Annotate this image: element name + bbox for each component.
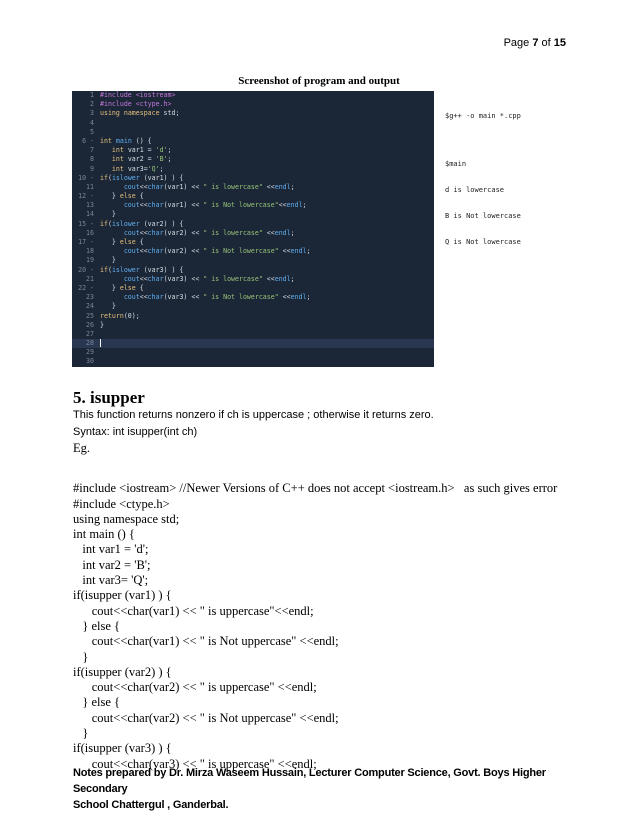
editor-line [72,165,434,174]
output-line: Q is Not lowercase [445,237,521,246]
code-text: int main () { [100,136,152,145]
code-text: int var1 = 'd'; [111,146,172,155]
footer-line: Notes prepared by Dr. Mirza Waseem Hussain, Lecturer Computer Science, Govt. Boys Higher Secondary [73,767,546,795]
editor-line [72,128,434,137]
program-line: } else { [73,695,121,710]
output-line: B is Not lowercase [445,211,521,220]
editor-line [72,229,434,238]
editor-line [72,312,434,321]
editor-line [72,284,434,293]
line-number: 1 [90,91,94,99]
output-command: $g++ -o main *.cpp [445,112,521,121]
page-number: Page 7 of 15 [503,37,566,49]
code-text: #include <ctype.h> [100,100,172,109]
footer-line: School Chattergul , Ganderbal. [73,799,229,811]
editor-line [72,302,434,311]
line-number: 19 [86,256,94,265]
editor-line [72,174,434,183]
line-number: 17 - [78,238,94,246]
editor-line [72,210,434,219]
text-cursor [100,339,101,347]
program-line: } else { [73,618,121,633]
section-title: 5. isupper [73,388,145,407]
editor-line [72,330,434,339]
editor-line [72,275,434,284]
program-line: using namespace std; [73,511,180,526]
line-number: 29 [86,348,94,357]
code-text: } else { [100,283,144,292]
syntax-line: Syntax: int isupper(int ch) [73,426,198,438]
line-number: 11 [86,182,94,191]
code-text: cout<<char(var3) << " is Not lowercase" <<endl; [123,293,311,302]
line-number: 2 [90,100,94,109]
line-number: 23 [86,293,94,302]
program-line: if(isupper (var3) ) { [73,741,172,756]
editor-line [72,238,434,247]
line-number: 6 - [82,136,94,145]
editor-line [72,119,434,128]
screenshot-caption: Screenshot of program and output [238,75,400,87]
editor-line [72,266,434,275]
line-number: 13 [86,201,94,210]
code-text: cout<<char(var2) << " is lowercase" <<endl; [123,228,295,237]
line-number: 30 [86,357,94,366]
program-output [445,95,521,255]
program-line: #include <ctype.h> [73,496,170,511]
editor-line [72,220,434,229]
line-number: 22 - [78,283,94,292]
editor-line [72,192,434,201]
code-text: int var2 = 'B'; [111,155,172,164]
program-line: int main () { [73,527,135,542]
editor-line [72,357,434,366]
editor-line [72,100,434,109]
editor-line [72,293,434,302]
program-line: cout<<char(var1) << " is Not uppercase" <<endl; [73,634,339,649]
editor-line [72,91,434,100]
line-number: 25 [86,311,94,320]
editor-line [72,256,434,265]
example-label: Eg. [73,441,91,455]
line-number: 14 [86,210,94,219]
line-number: 15 - [78,219,94,228]
editor-line [72,247,434,256]
code-text: cout<<char(var2) << " is Not lowercase" <<endl; [123,247,311,256]
code-text: if(islower (var3) ) { [100,265,184,274]
code-text: if(islower (var1) ) { [100,173,184,182]
code-text: cout<<char(var1) << " is lowercase" <<endl; [123,182,295,191]
editor-line [72,155,434,164]
line-number: 24 [86,302,94,311]
program-line: int var1 = 'd'; [73,542,149,557]
line-number: 4 [90,118,94,127]
line-number: 26 [86,320,94,329]
line-number: 8 [90,155,94,164]
section-description: This function returns nonzero if ch is uppercase ; otherwise it returns zero. [73,409,434,421]
code-text: #include <iostream> [100,91,176,99]
line-number: 27 [86,329,94,338]
program-line: } [73,726,89,741]
program-line: cout<<char(var2) << " is Not uppercase" <<endl; [73,710,339,725]
line-number: 3 [90,109,94,118]
code-text: cout<<char(var1) << " is Not lowercase"<<endl; [123,201,307,210]
program-line: int var3= 'Q'; [73,573,149,588]
program-line: cout<<char(var2) << " is uppercase" <<endl; [73,680,317,695]
line-number: 20 - [78,265,94,274]
footer-note [73,765,573,813]
line-number: 21 [86,274,94,283]
editor-line [72,109,434,118]
code-text: } else { [100,192,144,201]
code-text: int var3='Q'; [111,164,164,173]
editor-line [72,183,434,192]
program-line: int var2 = 'B'; [73,557,151,572]
line-number: 16 [86,228,94,237]
code-text: } else { [100,238,144,246]
line-number: 5 [90,127,94,136]
code-text: } [100,302,116,311]
editor-line [72,201,434,210]
program-line: cout<<char(var1) << " is uppercase"<<endl; [73,603,314,618]
program-line: if(isupper (var2) ) { [73,664,172,679]
editor-line [72,321,434,330]
line-number: 7 [90,146,94,155]
editor-line [72,137,434,146]
line-number: 10 - [78,173,94,182]
output-run: $main [445,160,467,169]
code-text: using namespace std; [100,109,180,118]
program-line: } [73,649,89,664]
code-text: cout<<char(var3) << " is lowercase" <<endl; [123,274,295,283]
editor-line [72,146,434,155]
example-program [73,466,557,772]
program-line: cout<<char(var3) << " is uppercase" <<endl; [73,756,317,771]
program-line: #include <iostream> //Newer Versions of C++ does not accept <iostream.h> as such gives error [73,481,558,496]
line-number: 28 [86,339,94,348]
line-number: 9 [90,164,94,173]
code-text: return(0); [100,311,140,320]
code-editor-screenshot [72,91,434,367]
code-text: } [100,256,116,265]
line-number: 18 [86,247,94,256]
code-text: } [100,210,116,219]
output-line: d is lowercase [445,185,505,194]
line-number: 12 - [78,192,94,201]
code-text: } [100,320,104,329]
program-line: if(isupper (var1) ) { [73,588,172,603]
program-line [73,466,557,481]
editor-line [72,348,434,357]
code-text: if(islower (var2) ) { [100,219,184,228]
editor-line [72,339,434,348]
